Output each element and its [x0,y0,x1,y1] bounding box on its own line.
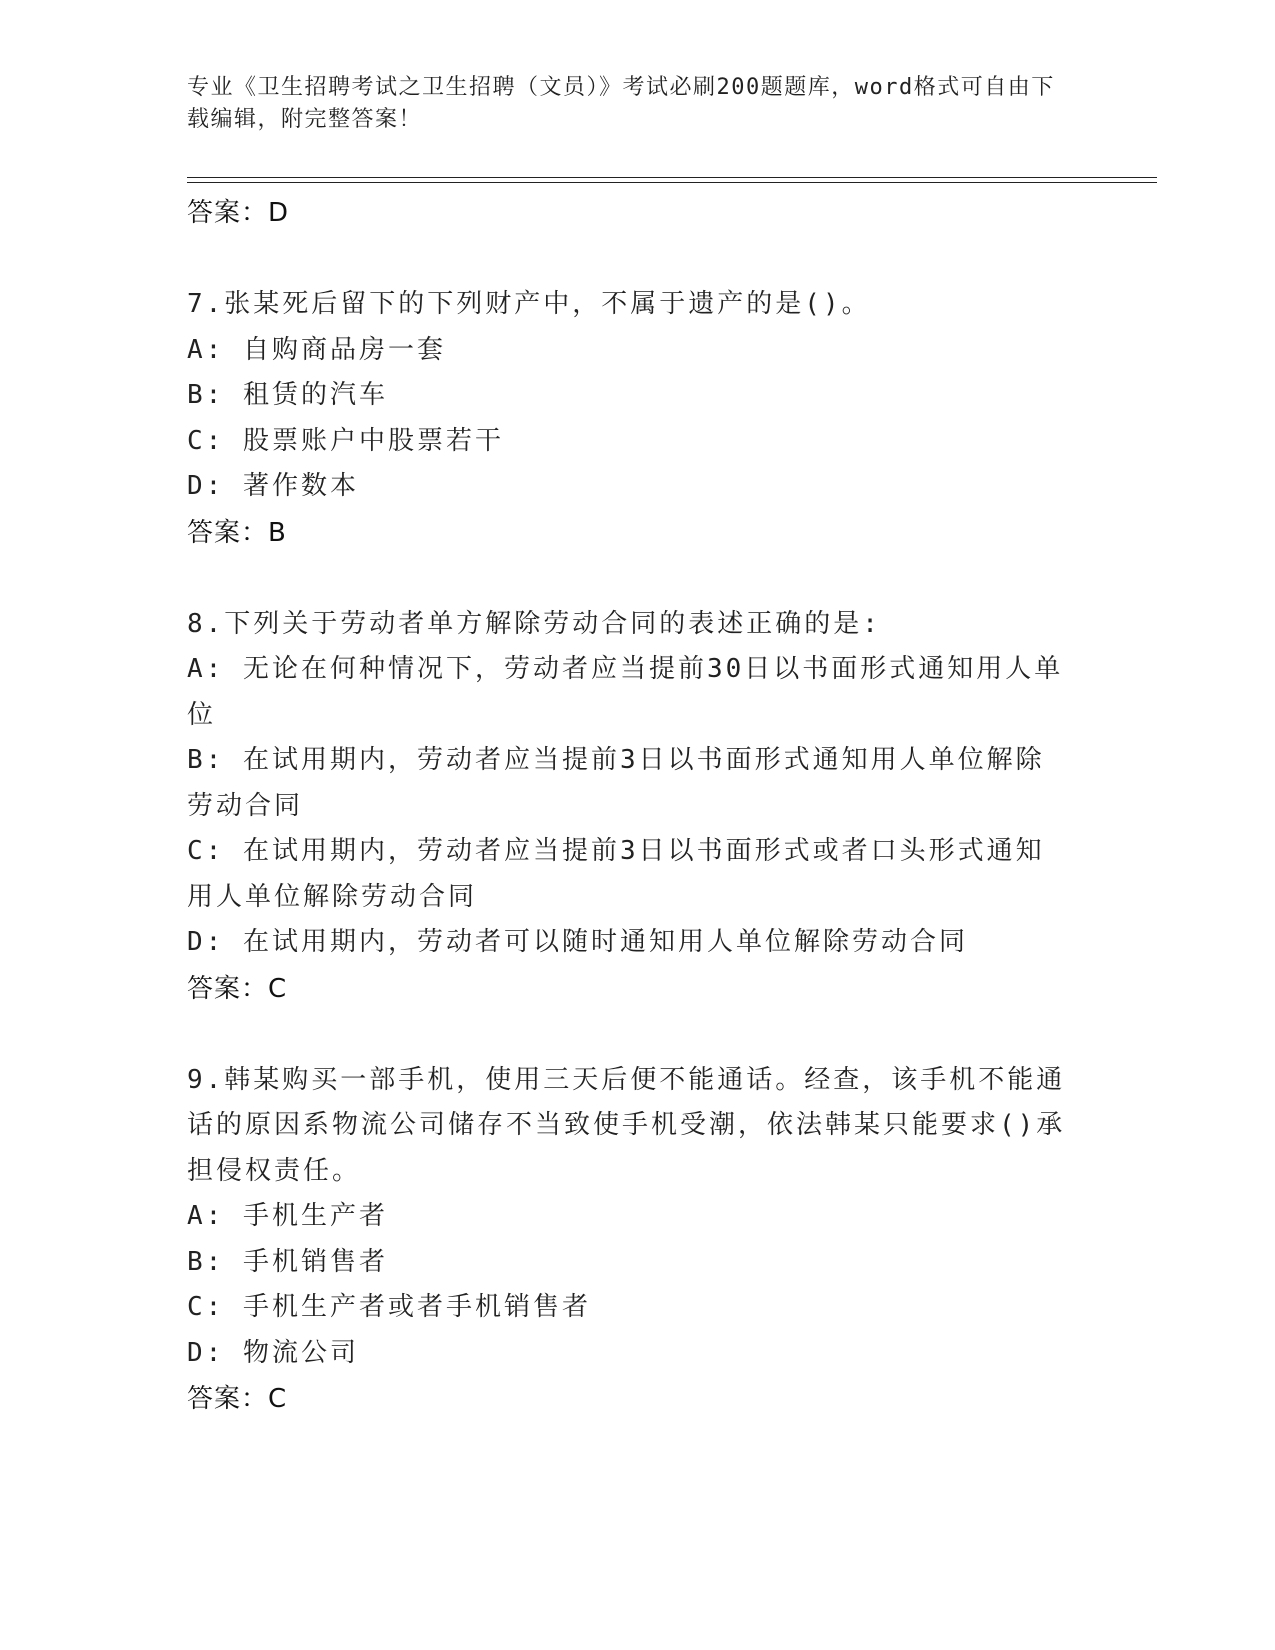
question-list [187,190,1067,1422]
header-rule-top [187,177,1157,178]
option-d: D: 物流公司 [187,1337,359,1368]
question-text: 9.韩某购买一部手机，使用三天后便不能通话。经查，该手机不能通话的原因系物流公司储存不当致使手机受潮，依法韩某只能要求()承担侵权责任。 [187,1064,1066,1186]
answer-line: 答案：B [187,517,287,548]
question-text: 8.下列关于劳动者单方解除劳动合同的表述正确的是: [187,608,881,639]
answer-line: 答案：D [187,198,290,228]
option-c: C: 手机生产者或者手机销售者 [187,1292,591,1322]
answer-line: 答案：C [187,1384,288,1414]
option-b: B: 租赁的汽车 [187,380,388,410]
option-a: A: 无论在何种情况下，劳动者应当提前30日以书面形式通知用人单位 [187,654,1064,730]
option-d: D: 著作数本 [187,471,359,501]
header-rule-bottom [187,182,1157,183]
option-b: B: 在试用期内，劳动者应当提前3日以书面形式通知用人单位解除劳动合同 [187,745,1045,821]
answer-line: 答案：C [187,973,288,1004]
question-block [187,602,1067,1012]
question-text: 7.张某死后留下的下列财产中，不属于遗产的是()。 [187,289,871,319]
option-b: B: 手机销售者 [187,1246,388,1277]
option-a: A: 自购商品房一套 [187,334,446,365]
option-d: D: 在试用期内，劳动者可以随时通知用人单位解除劳动合同 [187,927,968,957]
document-header: 专业《卫生招聘考试之卫生招聘（文员）》考试必刷200题题库，word格式可自由下载编辑，附完整答案！ [187,75,1055,132]
question-block [187,282,1067,556]
option-c: C: 在试用期内，劳动者应当提前3日以书面形式或者口头形式通知用人单位解除劳动合同 [187,836,1045,912]
question-block [187,1058,1067,1423]
option-a: A: 手机生产者 [187,1201,388,1231]
option-c: C: 股票账户中股票若干 [187,425,504,456]
